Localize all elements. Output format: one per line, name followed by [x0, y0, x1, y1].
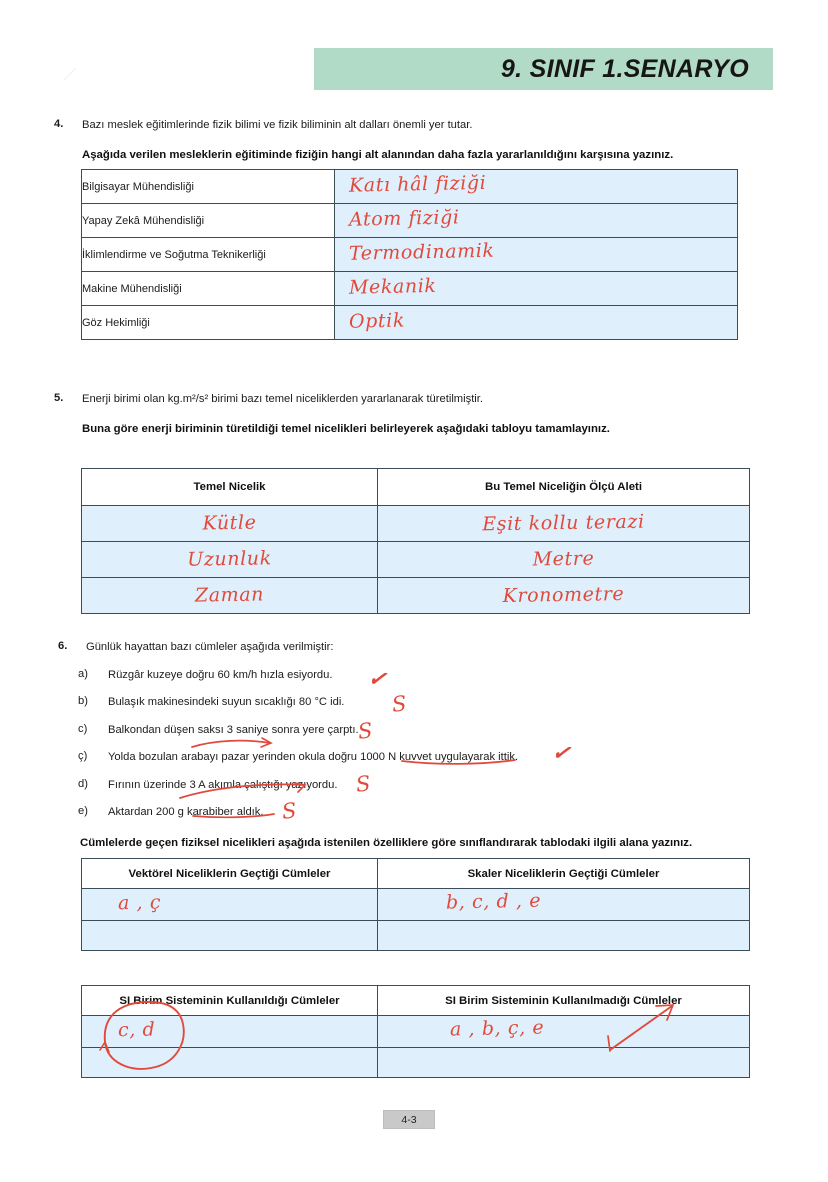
- handwritten-answer: Termodinamik: [348, 239, 495, 265]
- table-row: [82, 506, 750, 542]
- handwritten-answer: Mekanik: [348, 274, 437, 299]
- question-6-item: [78, 750, 778, 765]
- handwritten-quantity: Uzunluk: [187, 547, 272, 571]
- handwritten-answer: Optik: [348, 309, 406, 333]
- s-mark-b: S: [390, 691, 408, 717]
- si-used-empty-cell[interactable]: [82, 1048, 378, 1078]
- handwritten-instrument: Metre: [532, 547, 595, 571]
- question-5-table: [81, 468, 750, 614]
- table-row: [82, 306, 738, 340]
- question-6-intro: Günlük hayattan bazı cümleler aşağıda verilmiştir:: [86, 641, 334, 653]
- check-mark-c2: ✓: [550, 738, 573, 768]
- page-number-badge: 4-3: [383, 1110, 435, 1129]
- column-header-instrument: Bu Temel Niceliğin Ölçü Aleti: [378, 469, 750, 506]
- question-6-item: [78, 805, 778, 820]
- vectorial-answer-cell[interactable]: [82, 889, 378, 921]
- handwritten-quantity: Kütle: [202, 511, 257, 535]
- si-not-used-empty-cell[interactable]: [378, 1048, 750, 1078]
- question-5-instruction: Buna göre enerji biriminin türetildiği temel nicelikleri belirleyerek aşağıdaki tabloyu tamamlayınız.: [82, 422, 610, 435]
- question-6-intro-line: [58, 640, 778, 655]
- question-6-table-b: [81, 985, 750, 1078]
- table-header-row: [82, 469, 750, 506]
- scalar-answer-cell[interactable]: [378, 889, 750, 921]
- table-row: [82, 272, 738, 306]
- quantity-cell[interactable]: [82, 542, 378, 578]
- answer-cell[interactable]: [335, 272, 738, 306]
- scalar-empty-cell[interactable]: [378, 921, 750, 951]
- answer-cell[interactable]: [335, 204, 738, 238]
- column-header-vectorial: Vektörel Niceliklerin Geçtiği Cümleler: [82, 859, 378, 889]
- quantity-cell[interactable]: [82, 578, 378, 614]
- instrument-cell[interactable]: [378, 506, 750, 542]
- table-row: [82, 1016, 750, 1048]
- profession-cell: İklimlendirme ve Soğutma Teknikerliği: [82, 238, 335, 272]
- column-header-quantity: Temel Nicelik: [82, 469, 378, 506]
- item-text: Fırının üzerinde 3 A akımla çalıştığı yazıyordu.: [108, 778, 338, 791]
- question-4-block: [54, 118, 774, 162]
- question-4-intro-line: [54, 118, 774, 133]
- answer-cell[interactable]: [335, 306, 738, 340]
- column-header-si-used: SI Birim Sisteminin Kullanıldığı Cümleler: [82, 986, 378, 1016]
- table-row: [82, 578, 750, 614]
- question-4-number: 4.: [54, 118, 64, 130]
- check-mark-a: ✓: [366, 664, 389, 694]
- question-5-number: 5.: [54, 392, 64, 404]
- quantity-cell[interactable]: [82, 506, 378, 542]
- profession-cell: Göz Hekimliği: [82, 306, 335, 340]
- si-not-used-answer-cell[interactable]: [378, 1016, 750, 1048]
- table-header-row: [82, 859, 750, 889]
- s-mark-e: S: [280, 798, 298, 824]
- question-5-intro-line: [54, 392, 774, 407]
- question-6-block: [58, 640, 778, 851]
- question-4-instruction: Aşağıda verilen mesleklerin eğitiminde fiziğin hangi alt alanından daha fazla yararlanıldığını karşısına yazınız.: [82, 148, 674, 161]
- question-4-intro: Bazı meslek eğitimlerinde fizik bilimi ve fizik biliminin alt dalları önemli yer tutar.: [82, 119, 473, 131]
- column-header-si-not-used: SI Birim Sisteminin Kullanılmadığı Cümleler: [378, 986, 750, 1016]
- profession-cell: Bilgisayar Mühendisliği: [82, 170, 335, 204]
- profession-cell: Makine Mühendisliği: [82, 272, 335, 306]
- item-text: Balkondan düşen saksı 3 saniye sonra yere çarptı.: [108, 723, 359, 736]
- answer-cell[interactable]: [335, 170, 738, 204]
- table-row: [82, 204, 738, 238]
- s-mark-d: S: [354, 771, 372, 797]
- question-5-intro: Enerji birimi olan kg.m²/s² birimi bazı temel niceliklerden yararlanarak türetilmiştir.: [82, 393, 484, 405]
- handwritten-scalar: b, c, d , e: [445, 889, 542, 914]
- item-letter: d): [78, 777, 88, 790]
- instrument-cell[interactable]: [378, 542, 750, 578]
- header-banner: [314, 48, 773, 90]
- item-letter: e): [78, 805, 88, 818]
- item-letter: b): [78, 695, 88, 708]
- table-row: [82, 238, 738, 272]
- table-header-row: [82, 986, 750, 1016]
- question-6-item: [78, 668, 778, 683]
- question-6-item: [78, 723, 778, 738]
- handwritten-si-not-used: a , b, ç, e: [449, 1016, 545, 1041]
- si-used-answer-cell[interactable]: [82, 1016, 378, 1048]
- handwritten-quantity: Zaman: [194, 583, 265, 607]
- scan-artifact: [62, 68, 78, 80]
- question-6-item: [78, 695, 778, 710]
- item-text: Yolda bozulan arabayı pazar yerinden okula doğru 1000 N kuvvet uygulayarak ittik.: [108, 751, 519, 764]
- question-4-table: [81, 169, 738, 340]
- table-row: [82, 542, 750, 578]
- handwritten-instrument: Eşit kollu terazi: [482, 510, 645, 536]
- question-6-number: 6.: [58, 640, 68, 652]
- handwritten-answer: Atom fiziği: [348, 206, 460, 231]
- item-text: Bulaşık makinesindeki suyun sıcaklığı 80 °C idi.: [108, 696, 345, 709]
- instrument-cell[interactable]: [378, 578, 750, 614]
- handwritten-si-used: c, d: [117, 1018, 156, 1042]
- s-mark-c: S: [356, 718, 374, 744]
- question-6-item: [78, 778, 778, 793]
- item-letter: ç): [78, 750, 88, 763]
- profession-cell: Yapay Zekâ Mühendisliği: [82, 204, 335, 238]
- handwritten-answer: Katı hâl fiziği: [348, 171, 487, 197]
- question-6-table-a: [81, 858, 750, 951]
- item-text: Aktardan 200 g karabiber aldık.: [108, 806, 264, 819]
- vectorial-empty-cell[interactable]: [82, 921, 378, 951]
- handwritten-vectorial: a , ç: [117, 891, 162, 915]
- table-row: [82, 1048, 750, 1078]
- banner-title: 9. SINIF 1.SENARYO: [500, 54, 749, 83]
- table-row: [82, 170, 738, 204]
- item-text: Rüzgâr kuzeye doğru 60 km/h hızla esiyordu.: [108, 668, 333, 681]
- handwritten-instrument: Kronometre: [502, 582, 625, 608]
- table-row: [82, 889, 750, 921]
- item-letter: c): [78, 722, 88, 735]
- question-5-block: [54, 392, 774, 436]
- answer-cell[interactable]: [335, 238, 738, 272]
- question-6-instruction: Cümlelerde geçen fiziksel nicelikleri aşağıda istenilen özelliklere göre sınıflandırarak tablodaki ilgili alana yazınız.: [80, 836, 693, 849]
- item-letter: a): [78, 667, 88, 680]
- column-header-scalar: Skaler Niceliklerin Geçtiği Cümleler: [378, 859, 750, 889]
- table-row: [82, 921, 750, 951]
